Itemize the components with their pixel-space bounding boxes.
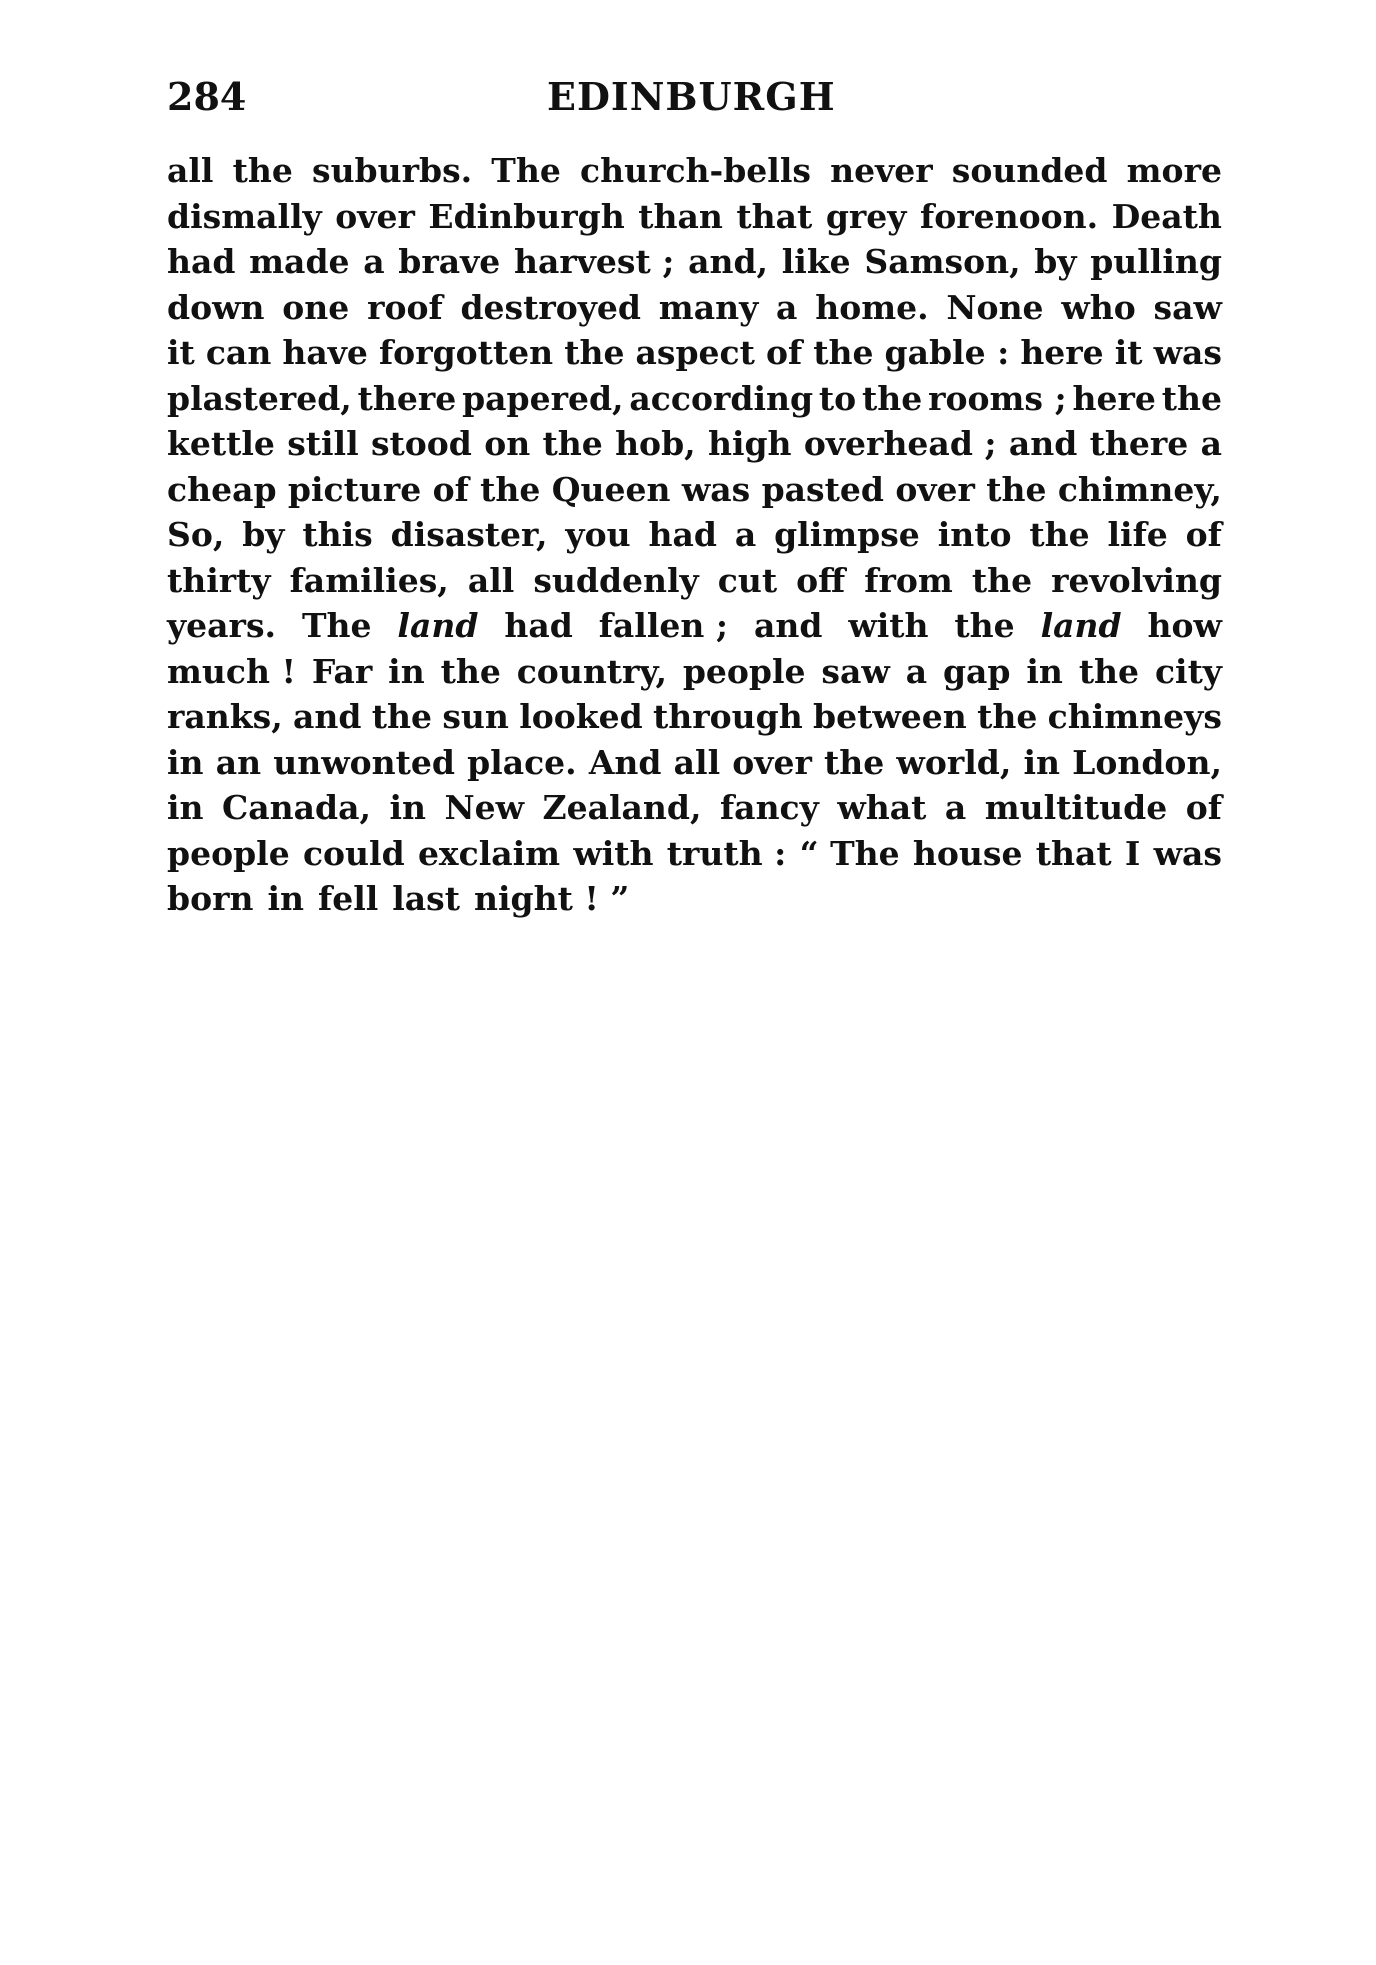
text-line: in Canada, in New Zealand, fancy what a multitude of [167, 788, 1222, 827]
text-line: plastered, there papered, according to the rooms ; here the [167, 378, 1222, 418]
text-line: ranks, and the sun looked through between the chimneys [167, 697, 1222, 736]
text-line: born in fell last night ! ” [167, 879, 630, 918]
text-line: all the suburbs. The church-bells never sounded more [167, 151, 1222, 190]
text-line: cheap picture of the Queen was pasted over the chimney, [167, 469, 1222, 509]
text-line: So, by this disaster, you had a glimpse into the life of [167, 515, 1222, 554]
page-number: 284 [167, 74, 247, 119]
text-line: in an unwonted place. And all over the world, in London, [167, 742, 1222, 782]
text-line: people could exclaim with truth : “ The house that I was [167, 833, 1222, 873]
italic-word: land [397, 606, 479, 645]
text-line: dismally over Edinburgh than that grey forenoon. Death [167, 196, 1222, 236]
text-line: had made a brave harvest ; and, like Samson, by pulling [167, 242, 1222, 281]
running-head: EDINBURGH [547, 74, 836, 119]
text-line: much ! Far in the country, people saw a gap in the city [167, 651, 1222, 691]
body-text [167, 148, 1222, 922]
text-line: it can have forgotten the aspect of the gable : here it was [167, 333, 1222, 372]
page-header [167, 72, 1222, 122]
text-line: thirty families, all suddenly cut off from the revolving [167, 560, 1222, 600]
text-line: kettle still stood on the hob, high overhead ; and there a [167, 424, 1222, 463]
italic-word: land [1040, 606, 1122, 645]
text-line: down one roof destroyed many a home. None who saw [167, 287, 1222, 327]
text-line: years. The land had fallen ; and with the land how [167, 603, 1222, 649]
